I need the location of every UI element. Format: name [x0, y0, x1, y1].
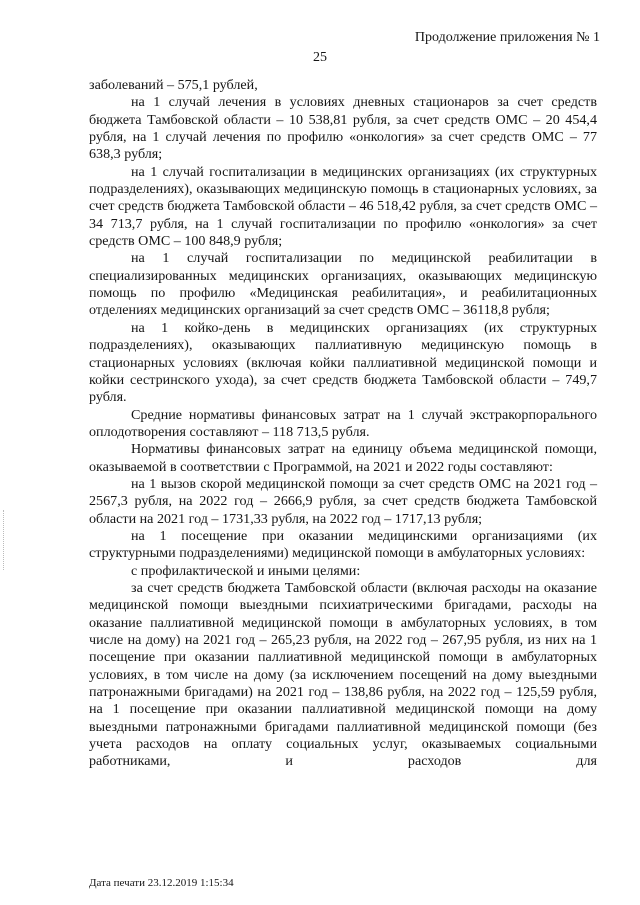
paragraph: на 1 койко-день в медицинских организациях (их структурных подразделениях), оказывающих паллиативную медицинскую помощь в стационарных условиях (включая койки паллиативной медицинской помощи и койки сестринского ухода), за счет средств бюджета Тамбовской области – 749,7 рубля.	[89, 319, 597, 406]
paragraph: с профилактической и иными целями:	[131, 562, 361, 579]
print-date-footer: Дата печати 23.12.2019 1:15:34	[89, 877, 234, 889]
paragraph: на 1 случай госпитализации по медицинской реабилитации в специализированных медицинских организациях, оказывающих медицинскую помощь по профилю «Медицинская реабилитация», и реабилитационных отделениях медицинских организаций за счет средств ОМС – 36118,8 рубля;	[89, 250, 597, 319]
paragraph: на 1 случай лечения в условиях дневных стационаров за счет средств бюджета Тамбовской области – 10 538,81 рубля, за счет средств ОМС – 20 454,4 рубля, на 1 случай лечения по профилю «онкология» за счет средств ОМС – 77 638,3 рубля;	[89, 94, 597, 163]
appendix-continuation-header: Продолжение приложения № 1	[414, 30, 600, 45]
paragraph: на 1 случай госпитализации в медицинских организациях (их структурных подразделениях), оказывающих медицинскую помощь в стационарных условиях, за счет средств бюджета Тамбовской области – 46 518,42 рубля, за счет средств ОМС – 34 713,7 рубля, на 1 случай госпитализации по профилю «онкология» за счет средств ОМС – 100 848,9 рубля;	[89, 163, 597, 250]
paragraph: на 1 вызов скорой медицинской помощи за счет средств ОМС на 2021 год – 2567,3 рубля, на 2022 год – 2666,9 рубля, за счет средств бюджета Тамбовской области на 2021 год – 1731,33 рубля, на 2022 год – 1717,13 рубля;	[89, 475, 597, 527]
paragraph: на 1 посещение при оказании медицинскими организациями (их структурными подразделениями) медицинской помощи в амбулаторных условиях:	[89, 527, 597, 562]
document-body	[89, 77, 597, 771]
scan-margin-mark	[3, 510, 6, 570]
paragraph: заболеваний – 575,1 рублей,	[89, 77, 258, 93]
paragraph: Средние нормативы финансовых затрат на 1 случай экстракорпорального оплодотворения составляют – 118 713,5 рубля.	[89, 406, 597, 440]
page-number: 25	[313, 50, 327, 65]
paragraph: за счет средств бюджета Тамбовской области (включая расходы на оказание медицинской помощи выездными психиатрическими бригадами, расходы на оказание паллиативной медицинской помощи в амбулаторных условиях, в том числе на дому) на 2021 год – 265,23 рубля, на 2022 год – 267,95 рубля, из них на 1 посещение при оказании паллиативной медицинской помощи в амбулаторных условиях, в том числе на дому (за исключением посещений на дому выездными патронажными бригадами) на 2021 год – 138,86 рубля, на 2022 год – 125,59 рубля, на 1 посещение при оказании паллиативной медицинской помощи на дому выездными патронажными бригадами паллиативной медицинской помощи (без учета расходов на оплату социальных услуг, оказываемых социальными работниками, и расходов для	[89, 579, 597, 770]
paragraph: Нормативы финансовых затрат на единицу объема медицинской помощи, оказываемой в соответствии с Программой, на 2021 и 2022 годы составляют:	[89, 441, 597, 475]
